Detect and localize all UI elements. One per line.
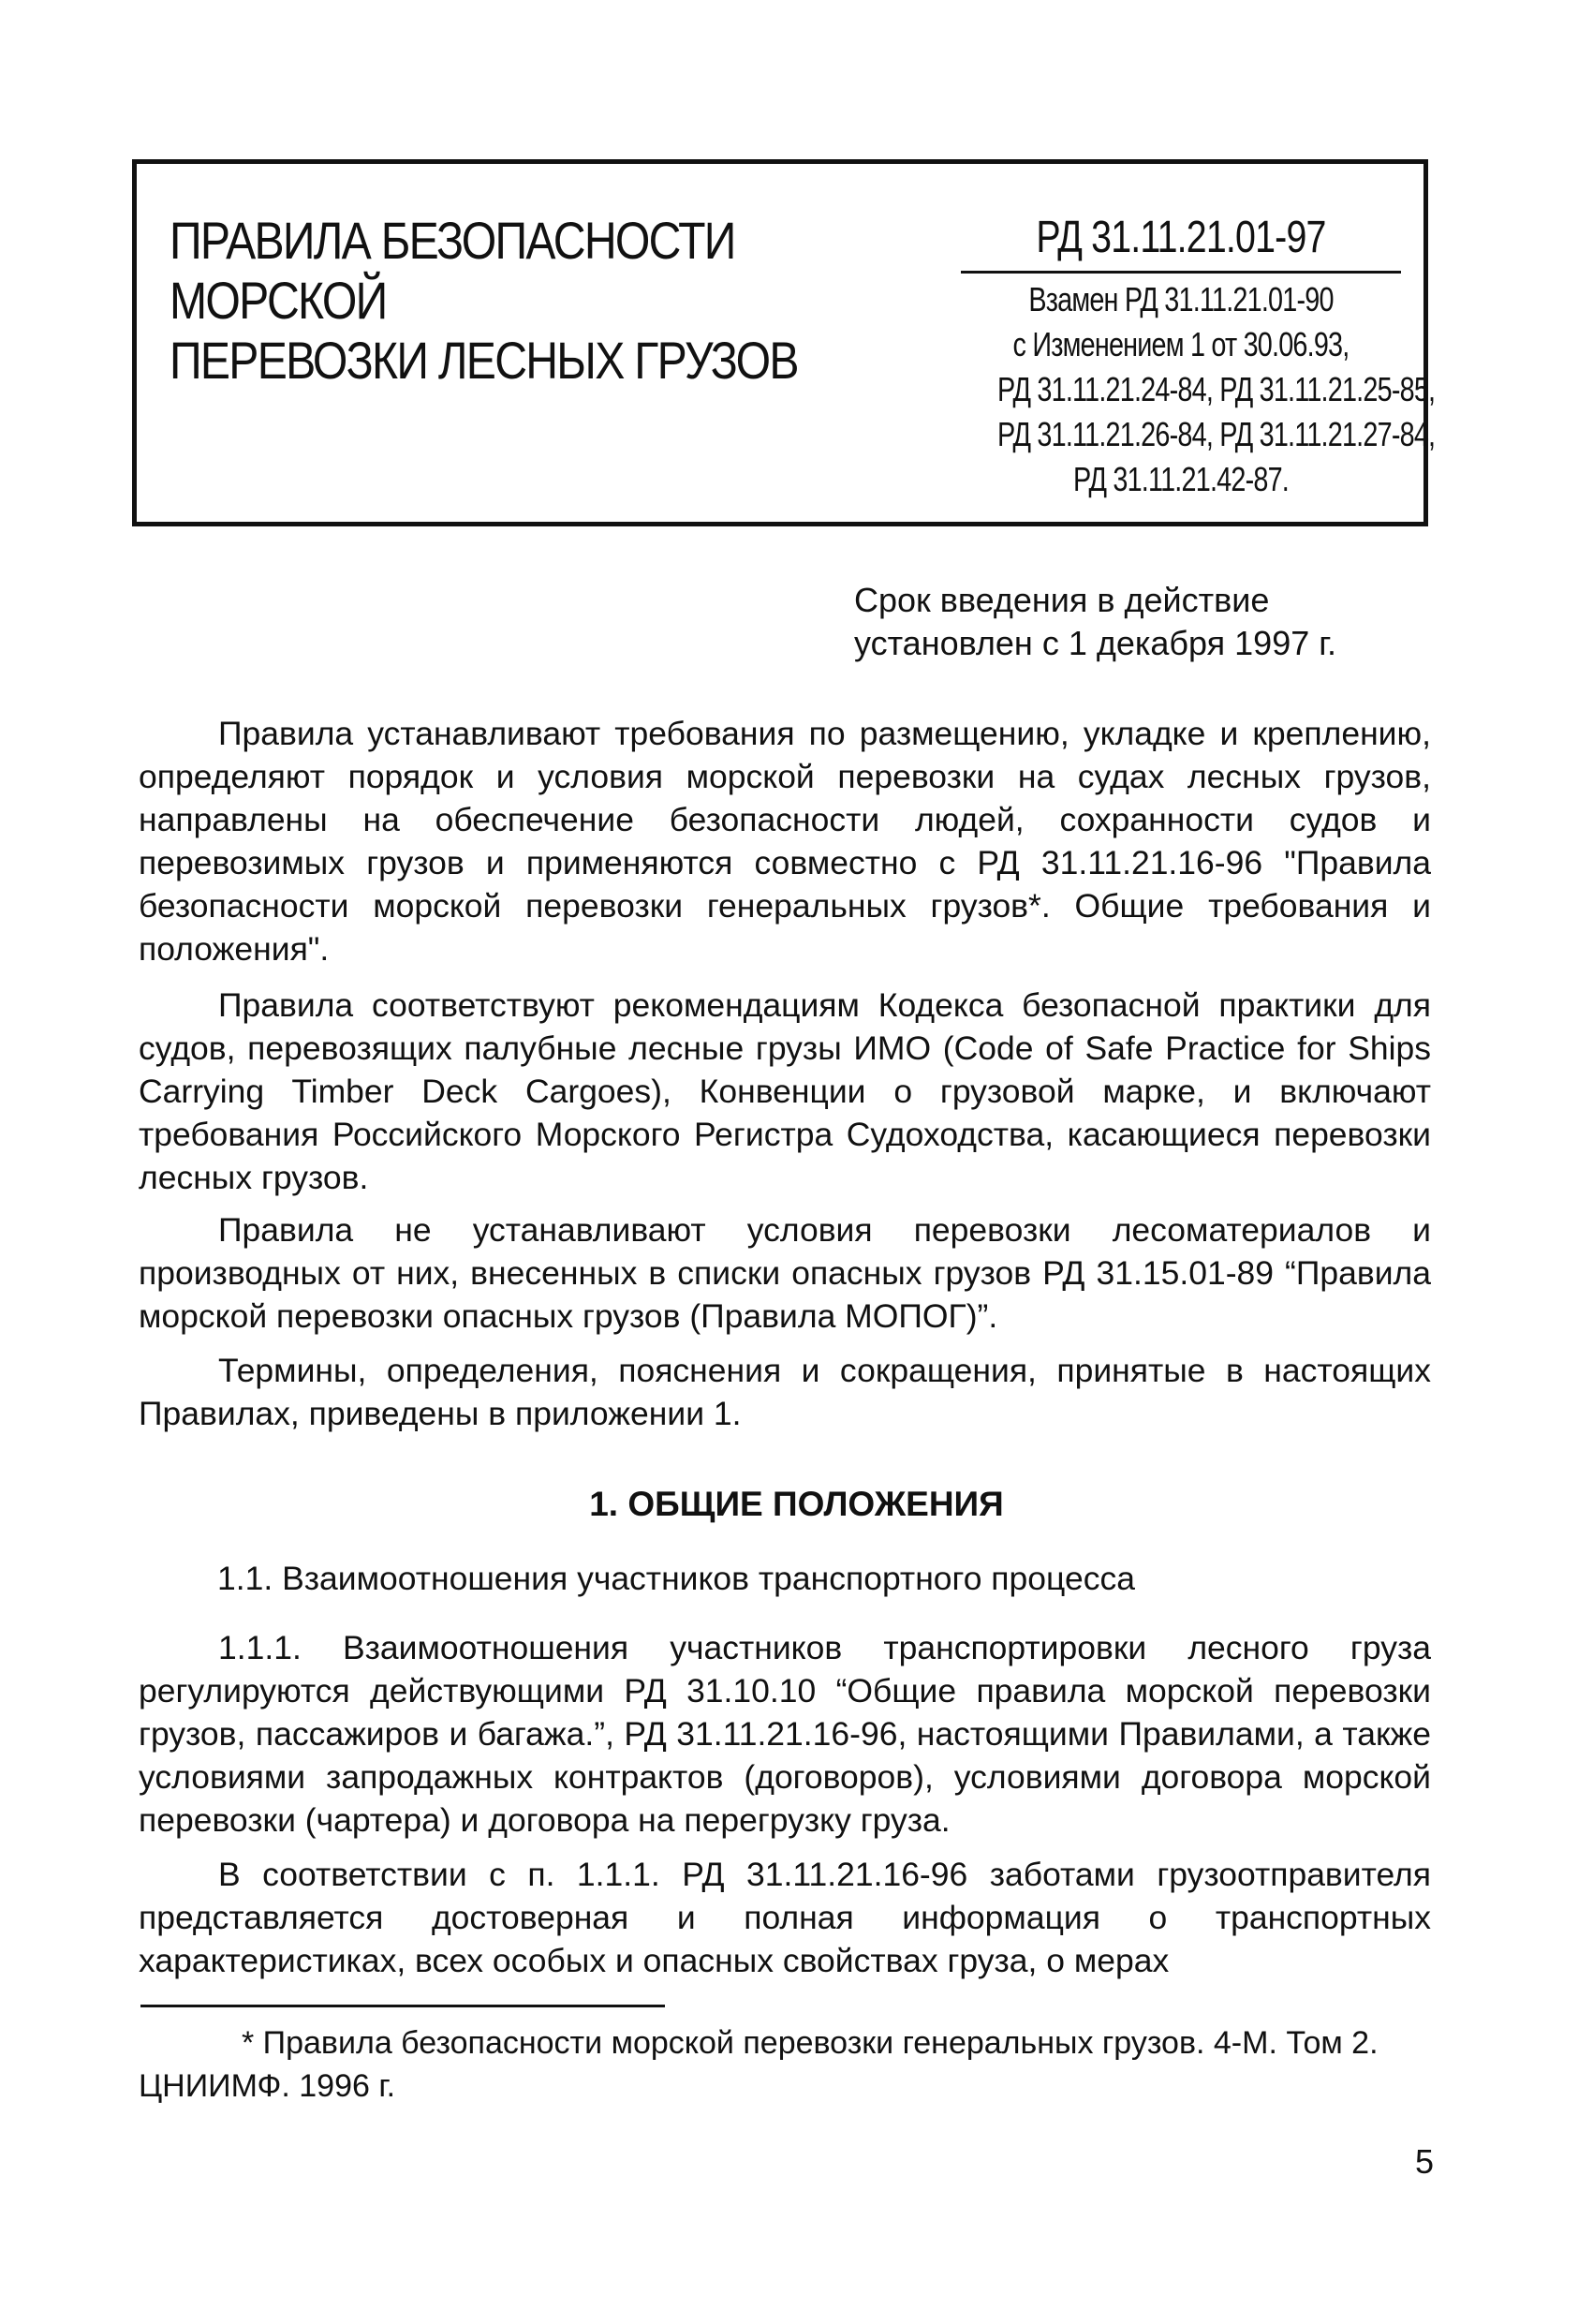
effective-line: Срок введения в действие	[854, 581, 1270, 619]
paragraph: 1.1.1. Взаимоотношения участников транспортировки лесного груза регулируются действующими РД 31.10.10 “Общие правила морской перевозки грузов, пассажиров и багажа.”, РД 31.11.21.16-96, настоящими Правилами, а также условиями запродажных контрактов (договоров), условиями договора морской перевозки (чартера) и договора на перегрузку груза.	[139, 1629, 1431, 1839]
document-title	[170, 211, 798, 391]
intro-paragraph-3	[139, 1208, 1431, 1338]
intro-paragraph-4	[139, 1349, 1431, 1435]
intro-paragraph-1	[139, 712, 1431, 970]
paragraph: Правила соответствуют рекомендациям Кодекса безопасной практики для судов, перевозящих палубные лесные грузы ИМО (Code of Safe Practice for Ships Carrying Timber Deck Cargoes), Конвенции о грузовой марке, и включают требования Российского Морского Регистра Судоходства, касающиеся перевозки лесных грузов.	[139, 986, 1431, 1196]
section-paragraph-1	[139, 1626, 1431, 1842]
footnote-divider	[140, 2005, 665, 2007]
replaces-line: РД 31.11.21.42-87.	[1072, 460, 1290, 498]
document-code-block	[951, 211, 1436, 502]
replaces-line: с Изменением 1 от 30.06.93,	[1012, 325, 1350, 363]
paragraph: Правила устанавливают требования по размещению, укладке и креплению, определяют порядок и условия морской перевозки на судах лесных грузов, направлены на обеспечение безопасности людей, сохранности судов и перевозимых грузов и применяются совместно с РД 31.11.21.16-96 "Правила безопасности морской перевозки генеральных грузов*. Общие требования и положения".	[139, 715, 1431, 968]
paragraph: Термины, определения, пояснения и сокращения, принятые в настоящих Правилах, приведены в приложении 1.	[139, 1352, 1431, 1432]
replaces-list	[997, 277, 1436, 502]
document-code: РД 31.11.21.01-97	[1036, 213, 1326, 262]
replaces-line: РД 31.11.21.26-84, РД 31.11.21.27-84,	[997, 415, 1436, 453]
section-paragraph-2	[139, 1853, 1431, 1982]
title-line: ПЕРЕВОЗКИ ЛЕСНЫХ ГРУЗОВ	[170, 331, 798, 390]
code-divider	[961, 271, 1401, 274]
effective-date-note	[854, 579, 1379, 665]
subsection-heading: 1.1. Взаимоотношения участников транспортного процесса	[217, 1560, 1135, 1597]
page-number: 5	[1414, 2142, 1434, 2181]
document-header-box	[132, 159, 1436, 526]
footnote-text: * Правила безопасности морской перевозки генеральных грузов. 4-М. Том 2. ЦНИИМФ. 1996 г.	[139, 2025, 1379, 2104]
effective-line: установлен с 1 декабря 1997 г.	[854, 624, 1336, 662]
section-heading: 1. ОБЩИЕ ПОЛОЖЕНИЯ	[589, 1485, 1004, 1523]
paragraph: В соответствии с п. 1.1.1. РД 31.11.21.16-96 заботами грузоотправителя представляется достоверная и полная информация о транспортных характеристиках, всех особых и опасных свойствах груза, о мерах	[139, 1856, 1431, 1979]
replaces-line: РД 31.11.21.24-84, РД 31.11.21.25-85,	[997, 370, 1436, 408]
paragraph: Правила не устанавливают условия перевозки лесоматериалов и производных от них, внесенных в списки опасных грузов РД 31.15.01-89 “Правила морской перевозки опасных грузов (Правила МОПОГ)”.	[139, 1211, 1431, 1335]
replaces-line: Взамен РД 31.11.21.01-90	[1028, 280, 1334, 318]
footnote	[139, 2021, 1431, 2108]
title-line: ПРАВИЛА БЕЗОПАСНОСТИ МОРСКОЙ	[170, 211, 735, 330]
intro-paragraph-2	[139, 984, 1431, 1199]
